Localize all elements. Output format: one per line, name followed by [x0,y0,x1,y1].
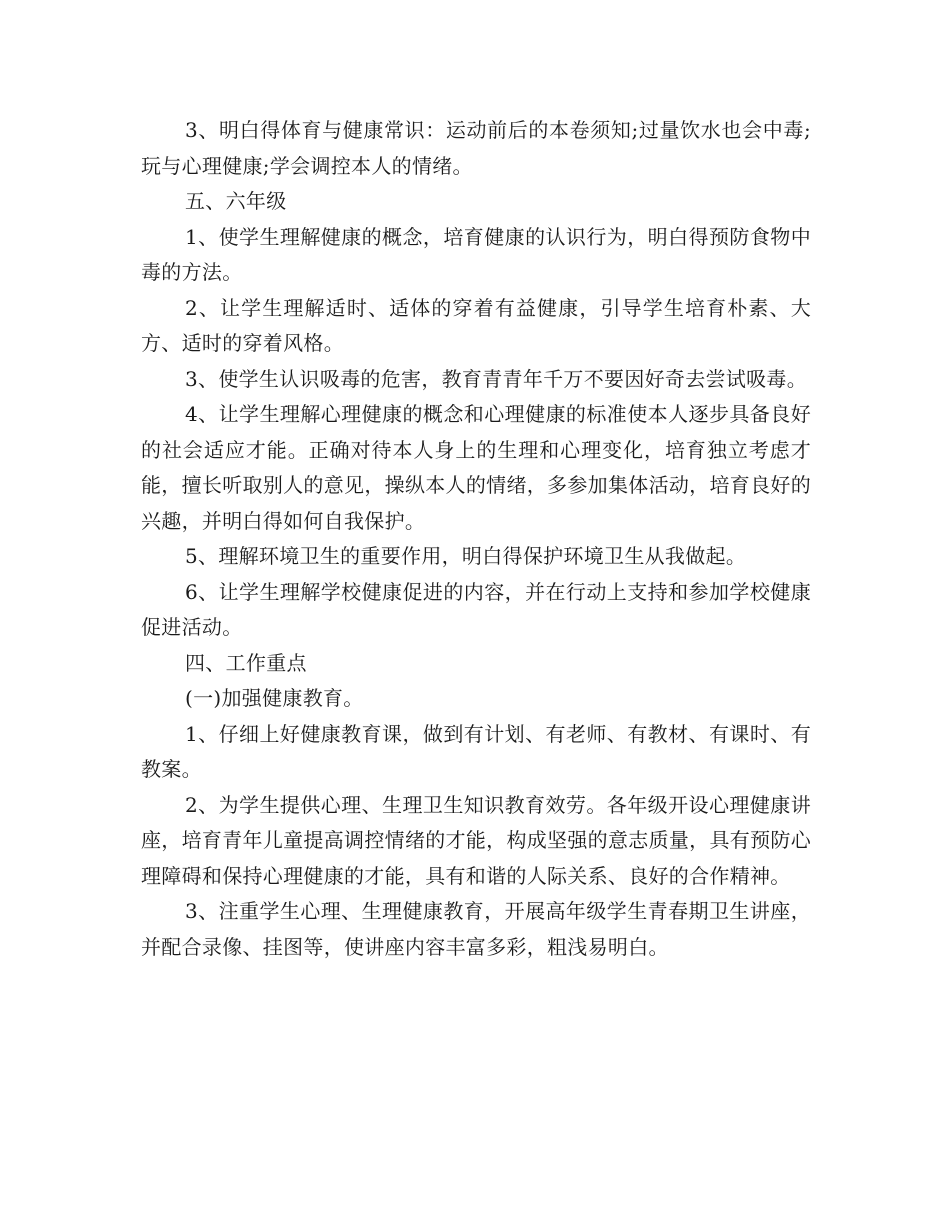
paragraph-11: 1、仔细上好健康教育课，做到有计划、有老师、有教材、有课时、有教案。 [141,721,811,781]
paragraph-5: 3、使学生认识吸毒的危害，教育青青年千万不要因好奇去尝试吸毒。 [185,366,808,391]
document-body [141,113,811,965]
paragraph-3: 1、使学生理解健康的概念，培育健康的认识行为，明白得预防食物中毒的方法。 [141,224,811,284]
paragraph-4: 2、让学生理解适时、适体的穿着有益健康，引导学生培育朴素、大方、适时的穿着风格。 [141,295,811,355]
section-heading-grade-5-6: 五、六年级 [185,189,287,213]
paragraph-13: 3、注重学生心理、生理健康教育，开展高年级学生青春期卫生讲座，并配合录像、挂图等，使讲座内容丰富多彩，粗浅易明白。 [141,899,811,959]
subsection-heading-health-education: (一)加强健康教育。 [185,686,364,710]
paragraph-8: 6、让学生理解学校健康促进的内容，并在行动上支持和参加学校健康促进活动。 [141,579,811,639]
paragraph-12: 2、为学生提供心理、生理卫生知识教育效劳。各年级开设心理健康讲座，培育青年儿童提高调控情绪的才能，构成坚强的意志质量，具有预防心理障碍和保持心理健康的才能，具有和谐的人际关系、良好的合作精神。 [141,792,811,888]
paragraph-1: 3、明白得体育与健康常识：运动前后的本卷须知;过量饮水也会中毒;玩与心理健康;学会调控本人的情绪。 [141,118,811,178]
section-heading-work-focus: 四、工作重点 [185,650,307,675]
paragraph-7: 5、理解环境卫生的重要作用，明白得保护环境卫生从我做起。 [185,544,747,568]
paragraph-6: 4、让学生理解心理健康的概念和心理健康的标准使本人逐步具备良好的社会适应才能。正确对待本人身上的生理和心理变化，培育独立考虑才能，擅长听取别人的意见，操纵本人的情绪，多参加集体活动，培育良好的兴趣，并明白得如何自我保护。 [141,402,811,533]
